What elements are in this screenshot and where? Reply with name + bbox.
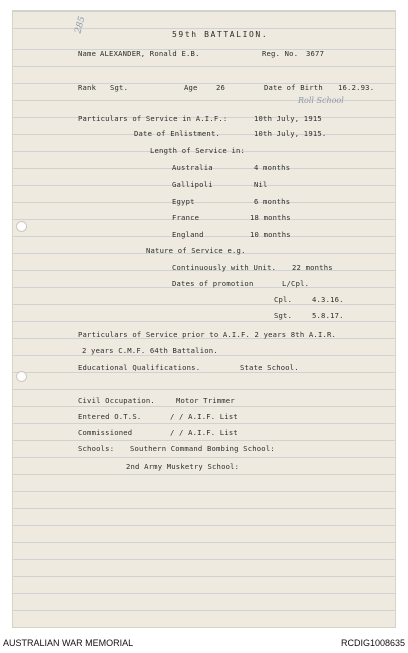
education-value: State School. [240, 363, 299, 372]
regno-label: Reg. No. [262, 49, 299, 58]
place-egypt: Egypt [172, 197, 195, 206]
place-australia: Australia [172, 163, 213, 172]
name-label: Name [78, 49, 97, 58]
duration-egypt: 6 months [254, 197, 291, 206]
promotion-rank-cpl: Cpl. [274, 295, 293, 304]
rank-value: Sgt. [110, 83, 129, 92]
footer-institution: AUSTRALIAN WAR MEMORIAL [3, 638, 134, 648]
place-france: France [172, 213, 200, 222]
civil-value: Motor Trimmer [176, 396, 235, 405]
service-aif-value: 10th July, 1915 [254, 114, 322, 123]
civil-label: Civil Occupation. [78, 396, 155, 405]
dob-label: Date of Birth [264, 83, 323, 92]
schools-label: Schools: [78, 444, 115, 453]
enlistment-value: 10th July, 1915. [254, 129, 327, 138]
nature-label: Nature of Service e.g. [146, 246, 246, 255]
service-aif-label: Particulars of Service in A.I.F.: [78, 114, 228, 123]
promotion-first: L/Cpl. [282, 279, 310, 288]
enlistment-label: Date of Enlistment. [134, 129, 221, 138]
handwritten-note: Roll School [298, 96, 344, 105]
commissioned-value: / / A.I.F. List [170, 428, 238, 437]
duration-gallipoli: Nil [254, 180, 268, 189]
age-value: 26 [216, 83, 226, 92]
duration-australia: 4 months [254, 163, 291, 172]
promotion-date-cpl: 4.3.16. [312, 295, 344, 304]
regno-value: 3677 [306, 49, 325, 58]
otc-value: / / A.I.F. List [170, 412, 238, 421]
promotion-label: Dates of promotion [172, 279, 254, 288]
promotion-date-sgt: 5.8.17. [312, 311, 344, 320]
school-item-1: Southern Command Bombing School: [130, 444, 275, 453]
place-england: England [172, 230, 204, 239]
punch-hole-upper [16, 221, 27, 232]
continuously-label: Continuously with Unit. [172, 263, 277, 272]
dob-value: 16.2.93. [338, 83, 375, 92]
duration-france: 18 months [250, 213, 291, 222]
punch-hole-lower [16, 371, 27, 382]
rank-label: Rank [78, 83, 97, 92]
education-label: Educational Qualifications. [78, 363, 201, 372]
age-label: Age [184, 83, 198, 92]
battalion-title: 59th BATTALION. [172, 30, 269, 39]
school-item-2: 2nd Army Musketry School: [126, 462, 240, 471]
otc-label: Entered O.T.S. [78, 412, 142, 421]
place-gallipoli: Gallipoli [172, 180, 213, 189]
continuously-value: 22 months [292, 263, 333, 272]
length-label: Length of Service in: [150, 146, 246, 155]
commissioned-label: Commissioned [78, 428, 133, 437]
promotion-rank-sgt: Sgt. [274, 311, 293, 320]
prior-service-line2: 2 years C.M.F. 64th Battalion. [82, 346, 218, 355]
name-value: ALEXANDER, Ronald E.B. [100, 49, 200, 58]
prior-service-line1: Particulars of Service prior to A.I.F. 2 years 8th A.I.R. [78, 330, 337, 339]
duration-england: 10 months [250, 230, 291, 239]
footer-record-id: RCDIG1008635 [340, 638, 405, 648]
corner-mark: 285 [73, 15, 88, 35]
